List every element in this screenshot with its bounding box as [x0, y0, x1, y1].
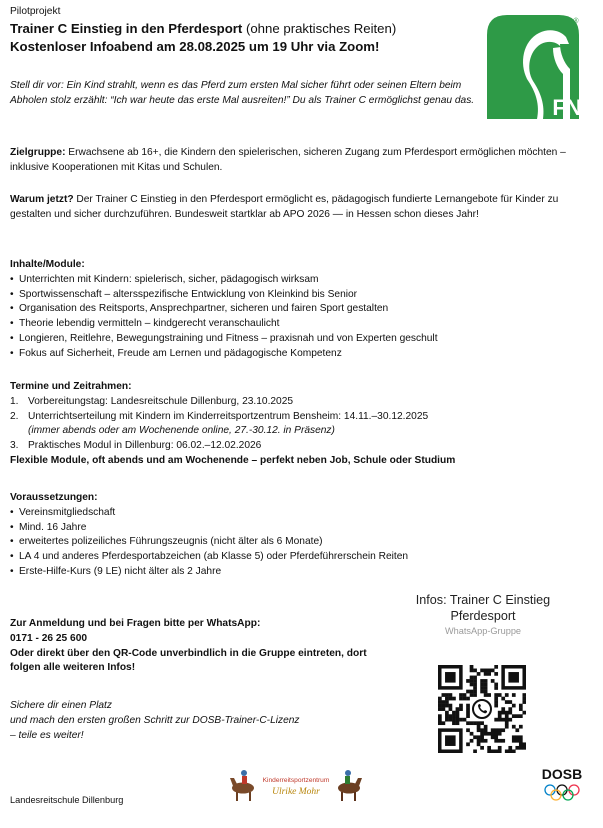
event-announcement: Kostenloser Infoabend am 28.08.2025 um 19 Uhr via Zoom!: [10, 39, 380, 55]
list-text: Praktisches Modul in Dillenburg: 06.02.–12.02.2026: [28, 440, 262, 452]
list-text: Unterrichtserteilung mit Kindern im Kinderreitsportzentrum Bensheim: 14.11.–30.12.2025: [28, 410, 429, 422]
dates-section: [10, 380, 595, 469]
closing-section: [10, 699, 390, 743]
requirements-heading: Voraussetzungen:: [10, 492, 98, 503]
modules-list: [10, 273, 590, 362]
requirements-section: [10, 491, 590, 580]
qr-code-icon[interactable]: [438, 665, 526, 753]
list-number: 3.: [10, 440, 19, 452]
qr-block: [404, 592, 562, 638]
why-label: Warum jetzt?: [10, 194, 74, 205]
page-title: [10, 20, 480, 38]
fn-logo-text: FN: [552, 95, 582, 120]
list-item: • erweitertes polizeiliches Führungszeugnis (nicht älter als 6 Monate): [10, 535, 590, 550]
list-item: [10, 410, 595, 425]
dates-list: [10, 395, 595, 454]
kinderreitsportzentrum-logo: [228, 764, 364, 804]
intro-paragraph: Stell dir vor: Ein Kind strahlt, wenn es das Pferd zum ersten Mal sicher führt oder seinen Eltern beim Abholen stolz erzählt: “Ich war heute das erste Mal ausreiten!” Du als Trainer C ermöglichst genau das.: [10, 80, 475, 106]
dates-heading: Termine und Zeitrahmen:: [10, 381, 132, 392]
why-now: [10, 193, 582, 223]
list-item: • Erste-Hilfe-Kurs (9 LE) nicht älter als 2 Jahre: [10, 565, 590, 580]
title-bold: Trainer C Einstieg in den Pferdesport: [10, 20, 243, 36]
dosb-logo-text: DOSB: [541, 766, 583, 782]
requirements-list: [10, 506, 590, 580]
closing-line-3: – teile es weiter!: [10, 729, 84, 741]
list-item: • LA 4 und anderes Pferdesportabzeichen (ab Klasse 5) oder Pferdeführerschein Reiten: [10, 550, 590, 565]
overline: Pilotprojekt: [10, 6, 61, 17]
target-label: Zielgruppe:: [10, 147, 66, 158]
list-item: [10, 395, 595, 410]
list-item: • Unterrichten mit Kindern: spielerisch, sicher, pädagogisch wirksam: [10, 273, 590, 288]
contact-qr-note: Oder direkt über den QR-Code unverbindlich in die Gruppe eintreten, dort folgen alle weiteren Infos!: [10, 647, 367, 674]
fn-registered-mark: ®: [573, 18, 579, 25]
kinderreit-line-1: Kinderreitsportzentrum: [262, 777, 330, 784]
closing-line-2: und mach den ersten großen Schritt zur DOSB-Trainer-C-Lizenz: [10, 714, 300, 726]
list-item: • Organisation des Reitsports, Ansprechpartner, sicheren und fairen Sport gestalten: [10, 302, 590, 317]
qr-subtitle: WhatsApp-Gruppe: [444, 625, 522, 636]
target-text: Erwachsene ab 16+, die Kindern den spielerischen, sicheren Zugang zum Pferdesport ermöglichen möchten – inklusive Kooperationen mit Kitas und Schulen.: [10, 147, 566, 173]
list-item: • Sportwissenschaft – altersspezifische Entwicklung von Kleinkind bis Senior: [10, 288, 590, 303]
qr-code[interactable]: [438, 665, 526, 753]
why-text: Der Trainer C Einstieg in den Pferdesport ermöglicht es, pädagogisch fundierte Lernangebote für Kinder zu gestalten und sicher durchzuführen. Bundesweit startklar ab APO 2026 — in Hessen schon dieses Jahr!: [10, 194, 559, 220]
contact-section: [10, 617, 370, 676]
header: [10, 5, 480, 57]
list-note: [10, 424, 595, 439]
flex-modules-note: Flexible Module, oft abends und am Wochenende – perfekt neben Job, Schule oder Studium: [10, 454, 456, 466]
modules-section: [10, 258, 590, 361]
list-item: • Mind. 16 Jahre: [10, 521, 590, 536]
list-number: 1.: [10, 395, 19, 407]
whatsapp-icon: [473, 700, 491, 718]
footer-org: Landesreitschule Dillenburg: [10, 795, 124, 805]
list-item: • Vereinsmitgliedschaft: [10, 506, 590, 521]
rider-left-icon: [230, 770, 254, 801]
rider-right-icon: [338, 770, 362, 801]
list-item: • Theorie lebendig vermitteln – kindgerecht veranschaulicht: [10, 317, 590, 332]
list-number: 2.: [10, 410, 19, 422]
fn-logo: [483, 11, 583, 123]
dosb-logo: [535, 764, 589, 804]
modules-heading: Inhalte/Module:: [10, 259, 85, 270]
dates-note: (immer abends oder am Wochenende online, 27.-30.12. in Präsenz): [28, 425, 335, 437]
target-group: [10, 146, 570, 176]
contact-whatsapp: Zur Anmeldung und bei Fragen bitte per WhatsApp:: [10, 618, 261, 629]
kinderreit-line-2: Ulrike Mohr: [272, 787, 320, 797]
list-item: • Fokus auf Sicherheit, Freude am Lernen und pädagogische Kompetenz: [10, 347, 590, 362]
title-rest: (ohne praktisches Reiten): [242, 20, 397, 36]
list-item: [10, 439, 595, 454]
closing-line-1: Sichere dir einen Platz: [10, 700, 112, 711]
list-text: Vorbereitungstag: Landesreitschule Dillenburg, 23.10.2025: [28, 395, 294, 407]
qr-title: Infos: Trainer C Einstieg Pferdesport: [415, 593, 551, 624]
contact-phone: 0171 - 26 25 600: [10, 632, 88, 644]
olympic-rings-icon: [545, 785, 579, 800]
list-item: • Longieren, Reitlehre, Bewegungstraining und Fitness – praxisnah und von Experten geschult: [10, 332, 590, 347]
